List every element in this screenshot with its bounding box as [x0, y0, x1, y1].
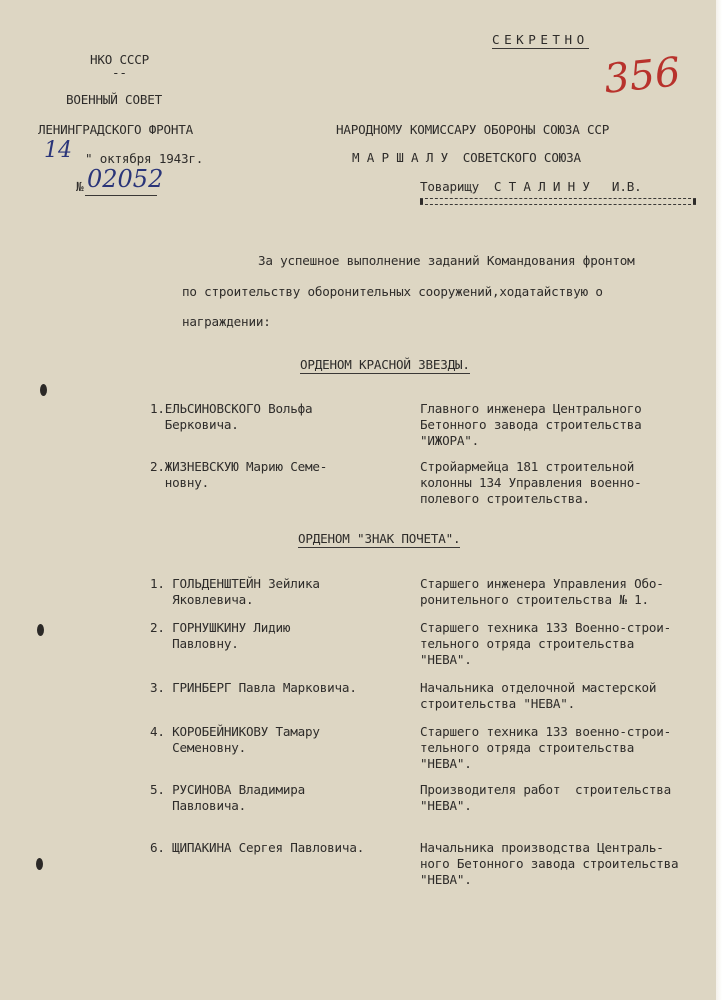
- punch-hole: [40, 384, 47, 396]
- section2-item5-name-cont: Павловича.: [150, 798, 246, 813]
- section1-item2-position-cont2: полевого строительства.: [420, 491, 590, 506]
- punch-hole: [36, 858, 43, 870]
- section2-item3-position: Начальника отделочной мастерской: [420, 680, 657, 695]
- section2-item1-position-cont: ронительного строительства № 1.: [420, 592, 649, 607]
- date-day-handwritten: 14: [44, 138, 72, 163]
- section2-item4-position-cont2: "НЕВА".: [420, 756, 472, 771]
- number-underline: [85, 195, 157, 196]
- section2-item3-name: 3. ГРИНБЕРГ Павла Марковича.: [150, 680, 357, 695]
- section2-item6-position: Начальника производства Централь-: [420, 840, 664, 855]
- section2-item2-name-cont: Павловну.: [150, 636, 239, 651]
- section2-item6-position-cont: ного Бетонного завода строительства: [420, 856, 679, 871]
- section2-item5-name: 5. РУСИНОВА Владимира: [150, 782, 306, 797]
- date-text: " октября 1943г.: [85, 151, 204, 166]
- front-name: ЛЕНИНГРАДСКОГО ФРОНТА: [38, 122, 194, 137]
- section2-item1-position: Старшего инженера Управления Обо-: [420, 576, 664, 591]
- section1-heading: ОРДЕНОМ КРАСНОЙ ЗВЕЗДЫ.: [300, 357, 470, 372]
- section2-item4-position: Старшего техника 133 военно-строи-: [420, 724, 671, 739]
- addressee-line-2: М А Р Ш А Л У СОВЕТСКОГО СОЮЗА: [352, 150, 581, 165]
- section1-item1-name-cont: Берковича.: [150, 417, 239, 432]
- section2-item2-position-cont: тельного отряда строительства: [420, 636, 635, 651]
- section1-item1-position-cont: Бетонного завода строительства: [420, 417, 642, 432]
- classification-label: СЕКРЕТНО: [492, 32, 589, 47]
- section2-item6-name: 6. ЩИПАКИНА Сергея Павловича.: [150, 840, 365, 855]
- number-prefix: №: [76, 179, 84, 194]
- section2-heading: ОРДЕНОМ "ЗНАК ПОЧЕТА".: [298, 531, 461, 546]
- section2-item4-position-cont: тельного отряда строительства: [420, 740, 635, 755]
- punch-hole: [37, 624, 44, 636]
- org-nko: НКО СССР: [90, 52, 150, 67]
- intro-line-3: награждении:: [182, 314, 271, 329]
- section1-item1-name: 1.ЕЛЬСИНОВСКОГО Вольфа: [150, 401, 313, 416]
- section2-item5-position-cont: "НЕВА".: [420, 798, 472, 813]
- addressee-line-3: Товарищу С Т А Л И Н У И.В.: [420, 179, 642, 194]
- org-dashes: --: [112, 65, 127, 80]
- section2-item2-name: 2. ГОРНУШКИНУ Лидию: [150, 620, 291, 635]
- section2-item4-name: 4. КОРОБЕЙНИКОВУ Тамару: [150, 724, 320, 739]
- military-council: ВОЕННЫЙ СОВЕТ: [66, 92, 162, 107]
- section1-item1-position: Главного инженера Центрального: [420, 401, 642, 416]
- section2-item1-name-cont: Яковлевича.: [150, 592, 254, 607]
- section2-item3-position-cont: строительства "НЕВА".: [420, 696, 576, 711]
- section2-item2-position: Старшего техника 133 Военно-строи-: [420, 620, 671, 635]
- section1-item2-position: Стройармейца 181 строительной: [420, 459, 635, 474]
- section2-item2-position-cont2: "НЕВА".: [420, 652, 472, 667]
- addressee-double-rule: [420, 198, 696, 205]
- section1-item2-name-cont: новну.: [150, 475, 210, 490]
- section1-item2-name: 2.ЖИЗНЕВСКУЮ Марию Семе-: [150, 459, 328, 474]
- section2-item1-name: 1. ГОЛЬДЕНШТЕЙН Зейлика: [150, 576, 320, 591]
- outgoing-number-handwritten: 02052: [87, 165, 164, 193]
- archive-page-number: 356: [601, 49, 683, 103]
- intro-line-2: по строительству оборонительных сооружений,ходатайствую о: [182, 284, 603, 299]
- intro-line-1: За успешное выполнение заданий Командования фронтом: [258, 253, 635, 268]
- addressee-line-1: НАРОДНОМУ КОМИССАРУ ОБОРОНЫ СОЮЗА ССР: [336, 122, 610, 137]
- section1-item1-position-cont2: "ИЖОРА".: [420, 433, 480, 448]
- section2-item4-name-cont: Семеновну.: [150, 740, 246, 755]
- section1-item2-position-cont: колонны 134 Управления военно-: [420, 475, 642, 490]
- section2-item5-position: Производителя работ строительства: [420, 782, 671, 797]
- section2-item6-position-cont2: "НЕВА".: [420, 872, 472, 887]
